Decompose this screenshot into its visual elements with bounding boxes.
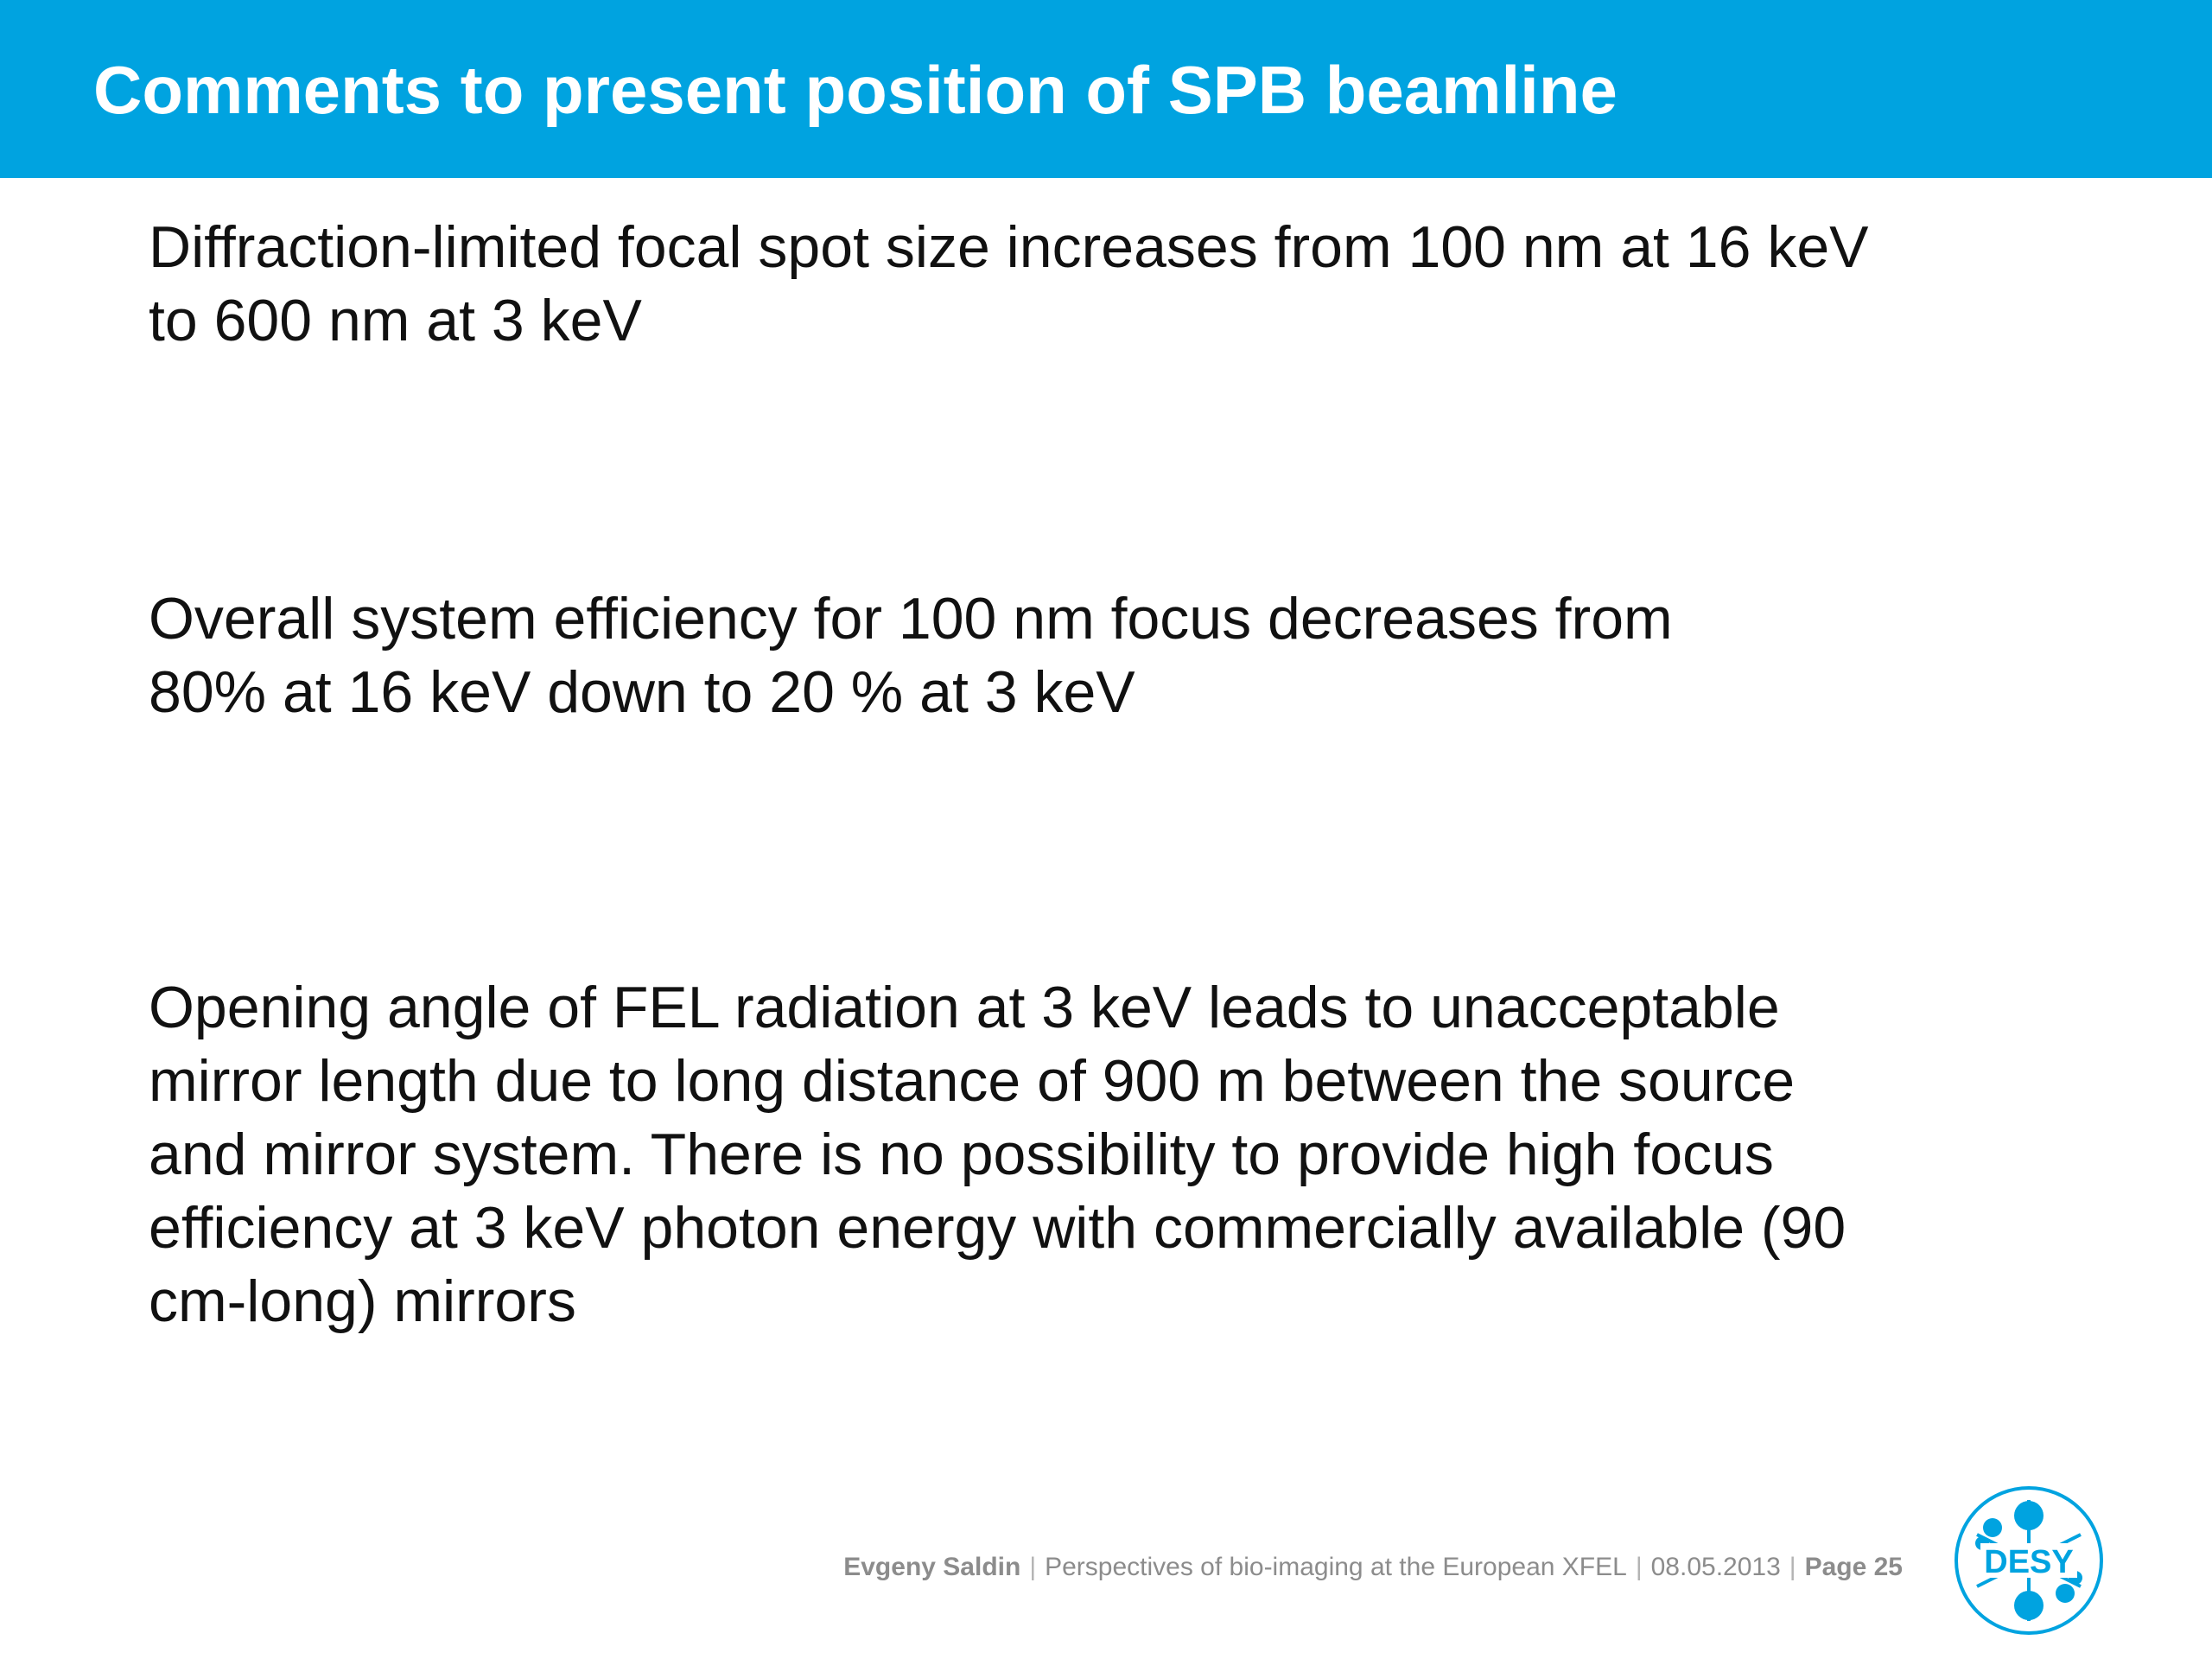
footer-date: 08.05.2013	[1650, 1553, 1781, 1581]
footer-author: Evgeny Saldin	[843, 1553, 1021, 1581]
footer-separator: |	[1635, 1553, 1643, 1581]
paragraph-line: efficiency at 3 keV photon energy with commercially available (90	[149, 1195, 1847, 1261]
paragraph-line: to 600 nm at 3 keV	[149, 288, 642, 353]
paragraph-line: 80% at 16 keV down to 20 % at 3 keV	[149, 659, 1135, 725]
paragraph-opening-angle	[149, 971, 1846, 1338]
footer-page-number: Page 25	[1804, 1553, 1903, 1581]
paragraph-line: Opening angle of FEL radiation at 3 keV leads to unacceptable	[149, 975, 1780, 1040]
desy-logo	[1951, 1483, 2107, 1638]
footer-talk-title: Perspectives of bio-imaging at the European XFEL	[1045, 1553, 1627, 1581]
paragraph-line: mirror length due to long distance of 900 m between the source	[149, 1048, 1796, 1114]
logo-text: DESY	[1984, 1544, 2074, 1580]
footer-separator: |	[1789, 1553, 1796, 1581]
title-bar	[0, 0, 2212, 178]
paragraph-line: and mirror system. There is no possibility to provide high focus	[149, 1122, 1774, 1187]
paragraph-focal-spot	[149, 211, 1869, 358]
slide-footer	[843, 1552, 1903, 1583]
paragraph-efficiency	[149, 582, 1673, 729]
paragraph-line: Diffraction-limited focal spot size increases from 100 nm at 16 keV	[149, 214, 1869, 280]
footer-separator: |	[1029, 1553, 1037, 1581]
slide-title: Comments to present position of SPB beamline	[93, 52, 1618, 128]
paragraph-line: Overall system efficiency for 100 nm focus decreases from	[149, 586, 1673, 652]
desy-logo-icon	[1951, 1483, 2107, 1638]
paragraph-line: cm-long) mirrors	[149, 1268, 576, 1334]
